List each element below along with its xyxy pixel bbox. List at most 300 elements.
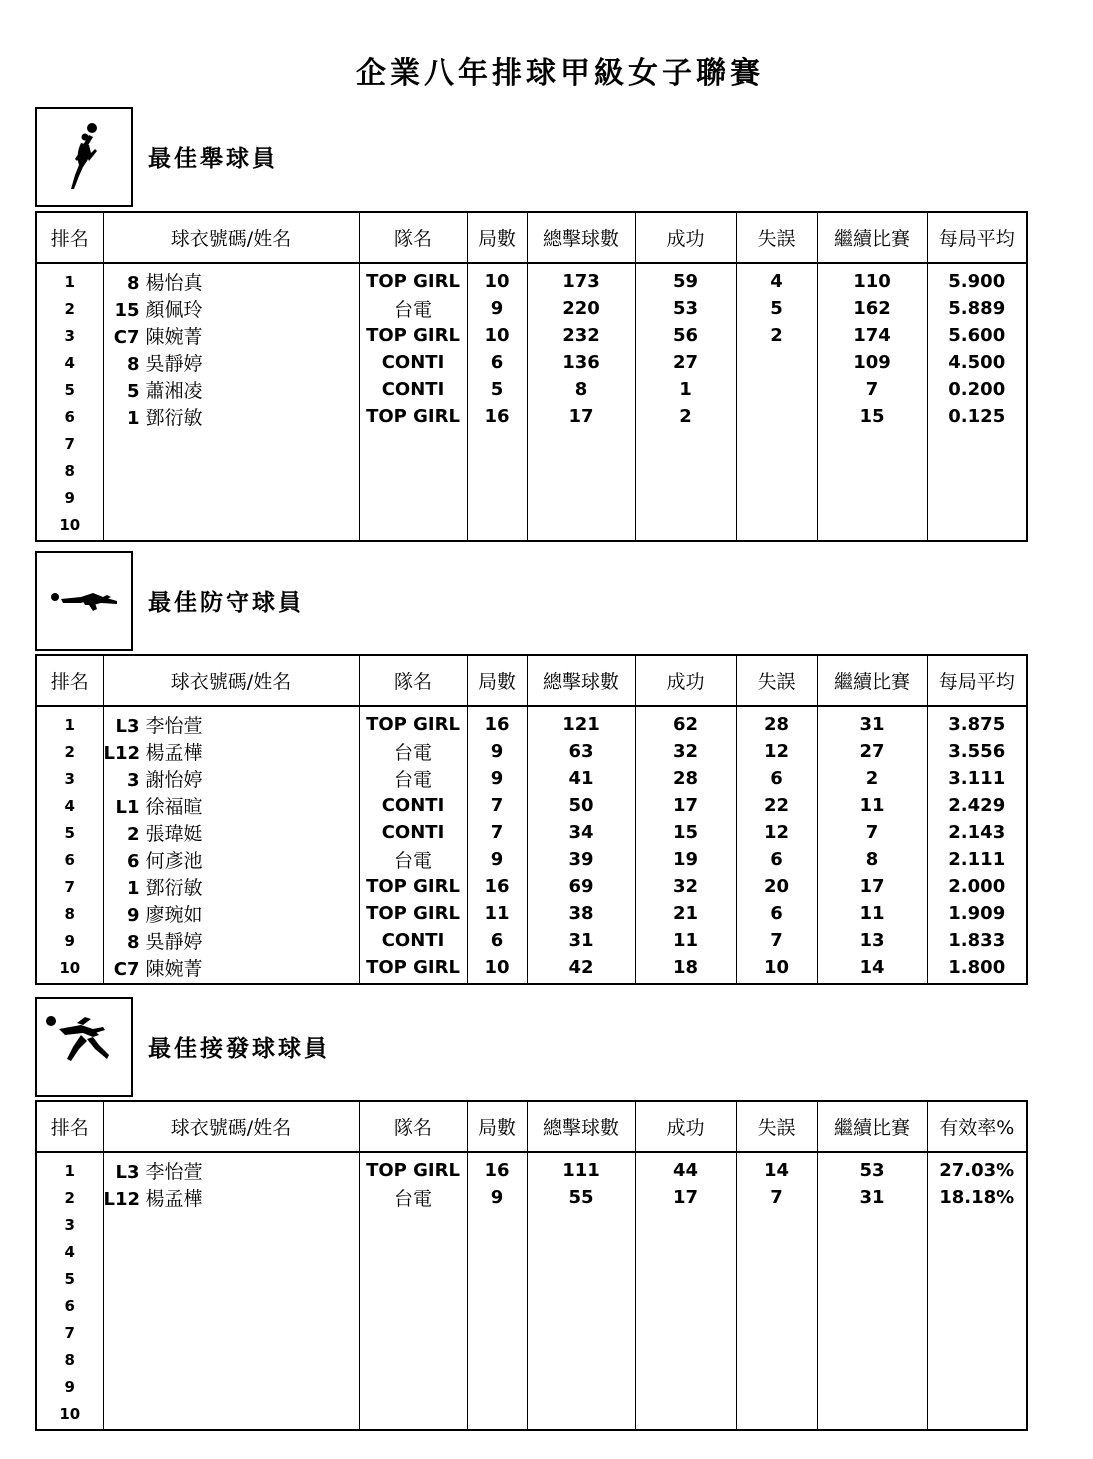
error-cell: [736, 1319, 817, 1346]
error-cell: 12: [736, 738, 817, 765]
player-cell: [103, 430, 359, 457]
success-cell: 1: [635, 376, 736, 403]
sets-cell: [467, 484, 527, 511]
table-row: [36, 1346, 1027, 1373]
section-title: 最佳防守球員: [148, 589, 304, 616]
player-cell: [103, 706, 359, 738]
team-cell: TOP GIRL: [359, 900, 467, 927]
table-row: [36, 430, 1027, 457]
player-name: 鄧衍敏: [145, 877, 203, 899]
sets-cell: 9: [467, 1184, 527, 1211]
page-title: 企業八年排球甲級女子聯賽: [356, 56, 764, 91]
column-header: 每局平均: [927, 212, 1027, 263]
jersey-number: 8: [126, 273, 140, 294]
success-cell: [635, 457, 736, 484]
column-header: 失誤: [736, 212, 817, 263]
player-cell: [103, 846, 359, 873]
rank-cell: 6: [64, 1296, 75, 1315]
player-cell: [103, 1319, 359, 1346]
continue-cell: 31: [817, 706, 927, 738]
total-cell: [527, 1346, 635, 1373]
error-cell: 2: [736, 322, 817, 349]
player-cell: [103, 484, 359, 511]
continue-cell: 174: [817, 322, 927, 349]
rank-cell: 7: [64, 877, 75, 896]
continue-cell: 8: [817, 846, 927, 873]
average-cell: 1.833: [927, 927, 1027, 954]
sets-cell: [467, 1319, 527, 1346]
error-cell: [736, 511, 817, 541]
team-cell: 台電: [359, 765, 467, 792]
team-cell: TOP GIRL: [359, 403, 467, 430]
jersey-number: L1: [115, 797, 140, 818]
table-row: [36, 954, 1027, 984]
player-name: 李怡萱: [145, 715, 203, 737]
team-cell: TOP GIRL: [359, 322, 467, 349]
success-cell: 28: [635, 765, 736, 792]
success-cell: 15: [635, 819, 736, 846]
error-cell: [736, 403, 817, 430]
jersey-number: 2: [126, 824, 140, 845]
player-name: 李怡萱: [145, 1161, 203, 1183]
column-header: 繼續比賽: [817, 655, 927, 706]
team-cell: 台電: [359, 295, 467, 322]
error-cell: 12: [736, 819, 817, 846]
average-cell: [927, 1400, 1027, 1430]
column-header: 有效率%: [927, 1101, 1027, 1152]
table-row: [36, 900, 1027, 927]
total-cell: 173: [527, 263, 635, 295]
average-cell: 18.18%: [927, 1184, 1027, 1211]
average-cell: 5.600: [927, 322, 1027, 349]
continue-cell: 109: [817, 349, 927, 376]
column-header: 總擊球數: [527, 1101, 635, 1152]
team-cell: [359, 1265, 467, 1292]
average-cell: [927, 1265, 1027, 1292]
average-cell: 0.200: [927, 376, 1027, 403]
error-cell: 20: [736, 873, 817, 900]
rank-cell: 8: [64, 904, 75, 923]
jersey-number: L12: [103, 743, 141, 764]
success-cell: [635, 511, 736, 541]
column-header: 繼續比賽: [817, 212, 927, 263]
rank-cell: 9: [64, 1377, 75, 1396]
success-cell: 21: [635, 900, 736, 927]
player-name: 吳靜婷: [145, 931, 203, 953]
player-cell: [103, 1373, 359, 1400]
continue-cell: [817, 1346, 927, 1373]
best-receiver-table: [35, 1100, 1028, 1431]
average-cell: 5.900: [927, 263, 1027, 295]
error-cell: 10: [736, 954, 817, 984]
column-header: 隊名: [359, 655, 467, 706]
team-cell: CONTI: [359, 376, 467, 403]
average-cell: 1.909: [927, 900, 1027, 927]
column-header: 成功: [635, 212, 736, 263]
total-cell: 39: [527, 846, 635, 873]
rank-cell: 8: [64, 461, 75, 480]
error-cell: [736, 1211, 817, 1238]
continue-cell: [817, 1238, 927, 1265]
average-cell: [927, 484, 1027, 511]
team-cell: 台電: [359, 846, 467, 873]
team-cell: TOP GIRL: [359, 706, 467, 738]
success-cell: 11: [635, 927, 736, 954]
error-cell: [736, 349, 817, 376]
average-cell: 27.03%: [927, 1152, 1027, 1184]
average-cell: [927, 1292, 1027, 1319]
total-cell: 17: [527, 403, 635, 430]
player-cell: [103, 1211, 359, 1238]
continue-cell: 13: [817, 927, 927, 954]
column-header: 排名: [36, 212, 103, 263]
total-cell: 31: [527, 927, 635, 954]
continue-cell: 7: [817, 819, 927, 846]
sets-cell: 10: [467, 322, 527, 349]
jersey-number: 9: [126, 905, 140, 926]
continue-cell: 2: [817, 765, 927, 792]
error-cell: 14: [736, 1152, 817, 1184]
team-cell: [359, 1211, 467, 1238]
success-cell: 27: [635, 349, 736, 376]
continue-cell: [817, 511, 927, 541]
rank-cell: 7: [64, 1323, 75, 1342]
error-cell: [736, 1346, 817, 1373]
rank-cell: 7: [64, 434, 75, 453]
jersey-number: 3: [126, 770, 140, 791]
table-row: [36, 403, 1027, 430]
table-row: [36, 295, 1027, 322]
player-cell: [103, 738, 359, 765]
error-cell: 6: [736, 765, 817, 792]
average-cell: [927, 1373, 1027, 1400]
success-cell: 32: [635, 738, 736, 765]
player-cell: [103, 322, 359, 349]
sets-cell: [467, 1400, 527, 1430]
error-cell: 4: [736, 263, 817, 295]
rank-cell: 6: [64, 850, 75, 869]
total-cell: [527, 1238, 635, 1265]
sets-cell: 16: [467, 403, 527, 430]
rank-cell: 5: [64, 380, 75, 399]
column-header: 排名: [36, 1101, 103, 1152]
rank-cell: 1: [64, 272, 75, 291]
player-name: 楊孟樺: [145, 1188, 203, 1210]
sets-cell: 10: [467, 263, 527, 295]
rank-cell: 3: [64, 326, 75, 345]
best-defender-table: [35, 654, 1028, 985]
success-cell: [635, 1319, 736, 1346]
success-cell: [635, 1238, 736, 1265]
jersey-number: L3: [115, 1162, 140, 1183]
error-cell: 6: [736, 846, 817, 873]
success-cell: 18: [635, 954, 736, 984]
rank-cell: 1: [64, 715, 75, 734]
column-header: 局數: [467, 1101, 527, 1152]
continue-cell: 53: [817, 1152, 927, 1184]
player-cell: [103, 1238, 359, 1265]
table-row: [36, 1400, 1027, 1430]
player-name: 顏佩玲: [145, 299, 203, 321]
success-cell: 62: [635, 706, 736, 738]
success-cell: 53: [635, 295, 736, 322]
sets-cell: [467, 457, 527, 484]
table-row: [36, 1238, 1027, 1265]
sets-cell: 16: [467, 1152, 527, 1184]
column-header: 排名: [36, 655, 103, 706]
total-cell: [527, 457, 635, 484]
setter-icon-box: [35, 107, 133, 207]
player-cell: [103, 511, 359, 541]
table-row: [36, 819, 1027, 846]
continue-cell: [817, 1292, 927, 1319]
table-row: [36, 706, 1027, 738]
error-cell: [736, 1238, 817, 1265]
player-cell: [103, 1184, 359, 1211]
table-row: [36, 1292, 1027, 1319]
column-header: 每局平均: [927, 655, 1027, 706]
player-name: 張瑋娗: [145, 823, 203, 845]
rank-cell: 6: [64, 407, 75, 426]
average-cell: 4.500: [927, 349, 1027, 376]
error-cell: 22: [736, 792, 817, 819]
total-cell: 41: [527, 765, 635, 792]
team-cell: [359, 1238, 467, 1265]
team-cell: TOP GIRL: [359, 1152, 467, 1184]
team-cell: [359, 484, 467, 511]
total-cell: [527, 1211, 635, 1238]
table-row: [36, 873, 1027, 900]
continue-cell: 15: [817, 403, 927, 430]
sets-cell: [467, 511, 527, 541]
column-header: 失誤: [736, 1101, 817, 1152]
average-cell: 2.143: [927, 819, 1027, 846]
continue-cell: [817, 1319, 927, 1346]
column-header: 局數: [467, 212, 527, 263]
sets-cell: 7: [467, 819, 527, 846]
average-cell: 0.125: [927, 403, 1027, 430]
rank-cell: 3: [64, 1215, 75, 1234]
column-header: 球衣號碼/姓名: [103, 212, 359, 263]
continue-cell: 162: [817, 295, 927, 322]
average-cell: [927, 457, 1027, 484]
sets-cell: 16: [467, 706, 527, 738]
rank-cell: 8: [64, 1350, 75, 1369]
volleyball-setter-icon: [37, 109, 131, 205]
player-cell: [103, 1292, 359, 1319]
continue-cell: 11: [817, 900, 927, 927]
success-cell: 59: [635, 263, 736, 295]
player-cell: [103, 376, 359, 403]
sets-cell: 6: [467, 927, 527, 954]
total-cell: 55: [527, 1184, 635, 1211]
jersey-number: 15: [114, 300, 140, 321]
error-cell: [736, 376, 817, 403]
table-row: [36, 846, 1027, 873]
total-cell: 136: [527, 349, 635, 376]
total-cell: [527, 1319, 635, 1346]
column-header: 繼續比賽: [817, 1101, 927, 1152]
table-row: [36, 376, 1027, 403]
player-cell: [103, 1346, 359, 1373]
team-cell: CONTI: [359, 792, 467, 819]
player-name: 何彥池: [145, 850, 203, 872]
column-header: 總擊球數: [527, 212, 635, 263]
player-cell: [103, 457, 359, 484]
average-cell: 5.889: [927, 295, 1027, 322]
rank-cell: 4: [64, 1242, 75, 1261]
rank-cell: 5: [64, 823, 75, 842]
average-cell: [927, 511, 1027, 541]
player-cell: [103, 403, 359, 430]
sets-cell: [467, 1265, 527, 1292]
player-cell: [103, 819, 359, 846]
column-header: 失誤: [736, 655, 817, 706]
success-cell: 17: [635, 1184, 736, 1211]
table-row: [36, 263, 1027, 295]
player-name: 楊怡真: [145, 272, 203, 294]
success-cell: [635, 1292, 736, 1319]
player-cell: [103, 954, 359, 984]
total-cell: 42: [527, 954, 635, 984]
rank-cell: 9: [64, 931, 75, 950]
sets-cell: 6: [467, 349, 527, 376]
table-row: [36, 738, 1027, 765]
average-cell: [927, 1211, 1027, 1238]
player-name: 鄧衍敏: [145, 407, 203, 429]
total-cell: [527, 511, 635, 541]
jersey-number: 8: [126, 354, 140, 375]
total-cell: 50: [527, 792, 635, 819]
player-cell: [103, 1400, 359, 1430]
rank-cell: 10: [59, 515, 81, 534]
average-cell: 3.875: [927, 706, 1027, 738]
error-cell: [736, 1373, 817, 1400]
player-name: 楊孟樺: [145, 742, 203, 764]
total-cell: 69: [527, 873, 635, 900]
team-cell: [359, 457, 467, 484]
jersey-number: 1: [126, 408, 140, 429]
error-cell: 7: [736, 927, 817, 954]
total-cell: 34: [527, 819, 635, 846]
total-cell: 111: [527, 1152, 635, 1184]
team-cell: CONTI: [359, 349, 467, 376]
section-title: 最佳接發球球員: [148, 1035, 330, 1062]
player-name: 蕭湘凌: [145, 380, 203, 402]
error-cell: [736, 430, 817, 457]
success-cell: 2: [635, 403, 736, 430]
total-cell: 121: [527, 706, 635, 738]
success-cell: [635, 1373, 736, 1400]
continue-cell: 27: [817, 738, 927, 765]
table-row: [36, 484, 1027, 511]
rank-cell: 2: [64, 1188, 75, 1207]
total-cell: [527, 1373, 635, 1400]
average-cell: 2.111: [927, 846, 1027, 873]
table-row: [36, 1319, 1027, 1346]
column-header: 球衣號碼/姓名: [103, 655, 359, 706]
column-header: 球衣號碼/姓名: [103, 1101, 359, 1152]
success-cell: [635, 1400, 736, 1430]
team-cell: TOP GIRL: [359, 263, 467, 295]
error-cell: 5: [736, 295, 817, 322]
error-cell: [736, 1400, 817, 1430]
team-cell: [359, 430, 467, 457]
team-cell: [359, 1346, 467, 1373]
column-header: 總擊球數: [527, 655, 635, 706]
average-cell: 2.000: [927, 873, 1027, 900]
success-cell: 17: [635, 792, 736, 819]
success-cell: [635, 1346, 736, 1373]
table-row: [36, 1265, 1027, 1292]
error-cell: 28: [736, 706, 817, 738]
rank-cell: 10: [59, 958, 81, 977]
total-cell: [527, 1265, 635, 1292]
continue-cell: [817, 430, 927, 457]
player-cell: [103, 263, 359, 295]
table-row: [36, 1373, 1027, 1400]
total-cell: 8: [527, 376, 635, 403]
success-cell: [635, 430, 736, 457]
jersey-number: L3: [115, 716, 140, 737]
continue-cell: 17: [817, 873, 927, 900]
player-name: 徐福暄: [145, 796, 203, 818]
team-cell: [359, 1373, 467, 1400]
jersey-number: C7: [113, 327, 140, 348]
sets-cell: 9: [467, 738, 527, 765]
sets-cell: [467, 1292, 527, 1319]
table-row: [36, 322, 1027, 349]
team-cell: CONTI: [359, 819, 467, 846]
player-cell: [103, 295, 359, 322]
sets-cell: 9: [467, 765, 527, 792]
continue-cell: [817, 457, 927, 484]
rank-cell: 4: [64, 796, 75, 815]
player-cell: [103, 765, 359, 792]
continue-cell: [817, 1211, 927, 1238]
continue-cell: 7: [817, 376, 927, 403]
success-cell: 44: [635, 1152, 736, 1184]
rank-cell: 2: [64, 742, 75, 761]
team-cell: CONTI: [359, 927, 467, 954]
continue-cell: 31: [817, 1184, 927, 1211]
continue-cell: [817, 1373, 927, 1400]
player-name: 吳靜婷: [145, 353, 203, 375]
team-cell: [359, 511, 467, 541]
average-cell: 3.556: [927, 738, 1027, 765]
success-cell: 56: [635, 322, 736, 349]
team-cell: [359, 1400, 467, 1430]
sets-cell: 10: [467, 954, 527, 984]
sets-cell: [467, 1346, 527, 1373]
error-cell: [736, 484, 817, 511]
jersey-number: 1: [126, 878, 140, 899]
volleyball-receive-icon: [37, 999, 131, 1095]
team-cell: TOP GIRL: [359, 873, 467, 900]
rank-cell: 5: [64, 1269, 75, 1288]
error-cell: [736, 1292, 817, 1319]
team-cell: 台電: [359, 1184, 467, 1211]
player-name: 謝怡婷: [145, 769, 203, 791]
table-row: [36, 1211, 1027, 1238]
average-cell: [927, 1238, 1027, 1265]
continue-cell: 11: [817, 792, 927, 819]
jersey-number: 5: [126, 381, 140, 402]
sets-cell: 7: [467, 792, 527, 819]
player-cell: [103, 792, 359, 819]
error-cell: [736, 457, 817, 484]
jersey-number: C7: [113, 959, 140, 980]
